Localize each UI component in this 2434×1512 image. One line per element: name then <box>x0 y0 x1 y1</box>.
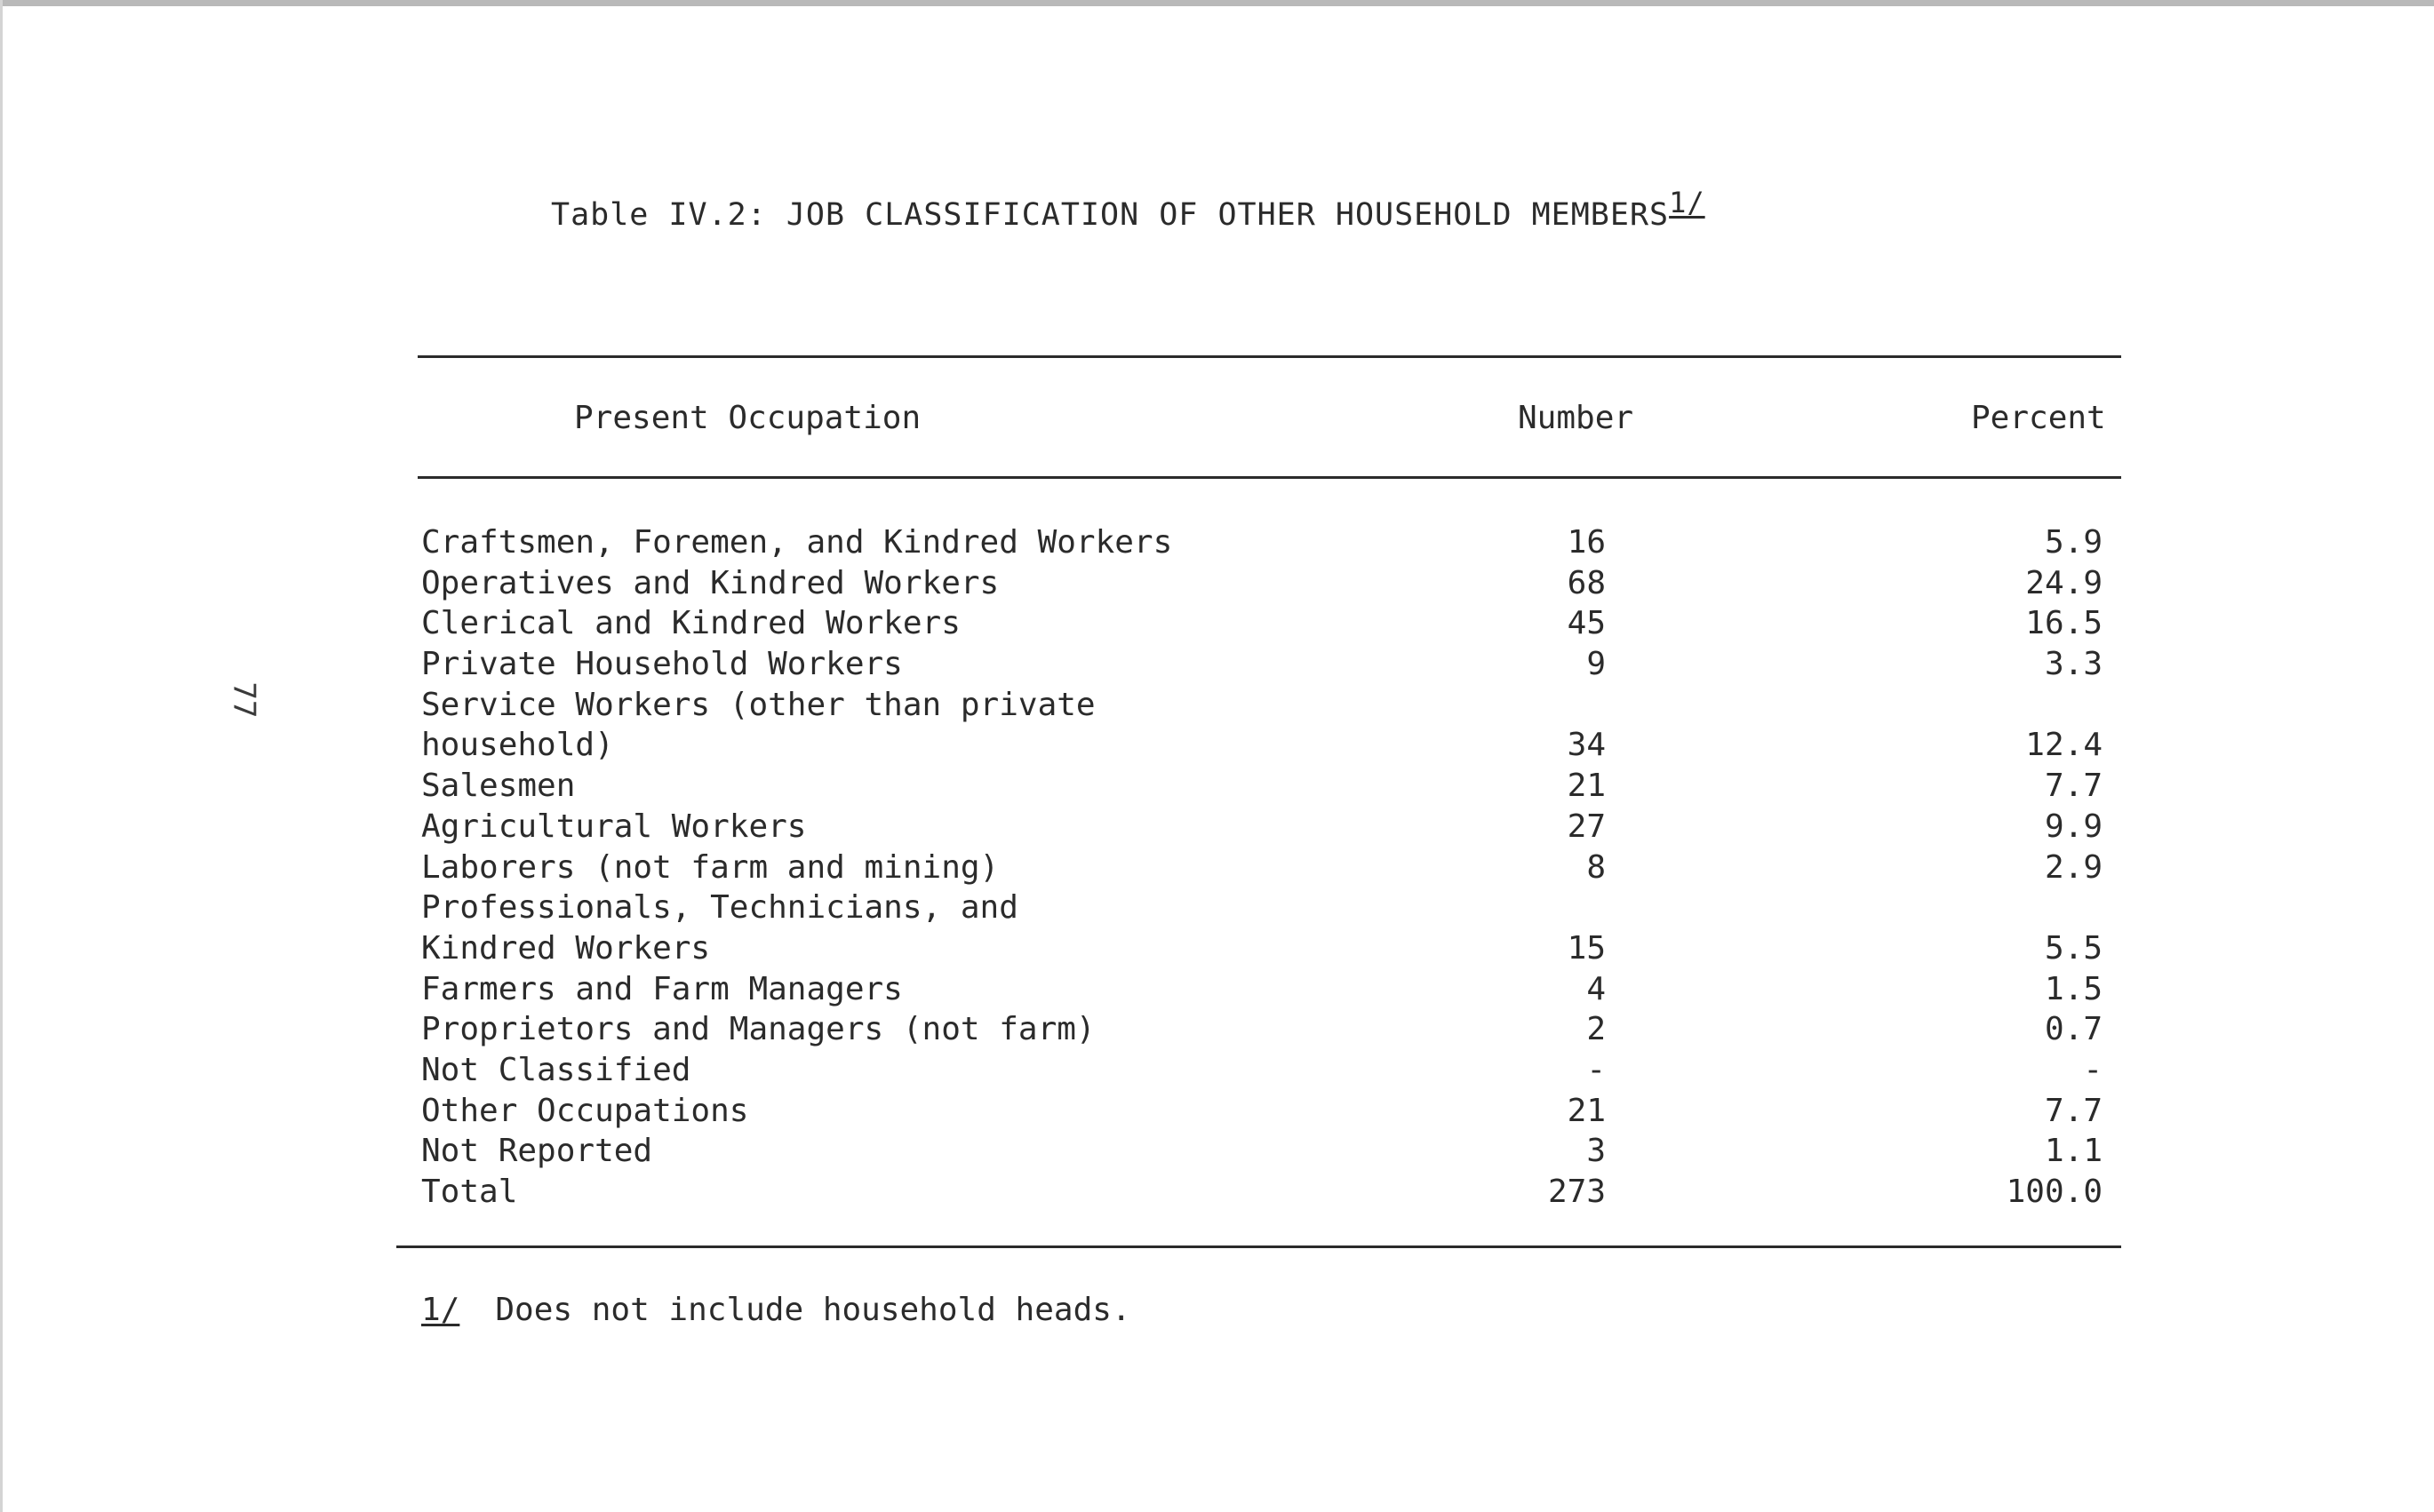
percent-cell: 2.9 <box>2044 848 2103 886</box>
percent-cell: 1.1 <box>2044 1133 2103 1170</box>
occupation-cell: Proprietors and Managers (not farm) <box>421 1011 1096 1048</box>
table-row <box>0 1050 2434 1091</box>
number-cell: 15 <box>1567 929 1606 967</box>
column-header-percent: Percent <box>1971 400 2106 436</box>
percent-cell: 5.5 <box>2044 929 2103 967</box>
table-top-rule <box>418 355 2121 358</box>
page-number: 77 <box>226 681 262 719</box>
table-row <box>0 563 2434 604</box>
percent-cell: 7.7 <box>2044 768 2103 805</box>
table-title <box>551 186 1705 233</box>
scan-top-edge <box>0 0 2434 6</box>
table-row <box>0 807 2434 848</box>
occupation-cell: Salesmen <box>421 768 576 805</box>
footnote-label: 1/ <box>421 1292 460 1328</box>
table-row <box>0 1172 2434 1213</box>
number-cell: 21 <box>1567 1092 1606 1129</box>
occupation-cell: Craftsmen, Foremen, and Kindred Workers <box>421 524 1173 561</box>
table-row <box>0 685 2434 726</box>
table-bottom-rule <box>396 1245 2121 1248</box>
number-cell: - <box>1586 1051 1606 1088</box>
table-row <box>0 1131 2434 1172</box>
column-header-number: Number <box>1518 400 1634 436</box>
number-cell: 2 <box>1586 1011 1606 1048</box>
percent-cell: 3.3 <box>2044 646 2103 683</box>
percent-cell: 24.9 <box>2025 564 2103 601</box>
occupation-cell: Service Workers (other than private <box>421 686 1096 723</box>
table-row <box>0 928 2434 969</box>
table-row <box>0 887 2434 928</box>
number-cell: 4 <box>1586 970 1606 1007</box>
percent-cell: - <box>2083 1051 2103 1088</box>
footnote <box>421 1292 1131 1328</box>
number-cell: 68 <box>1567 564 1606 601</box>
number-cell: 16 <box>1567 524 1606 561</box>
number-cell: 34 <box>1567 727 1606 764</box>
occupation-cell: Professionals, Technicians, and <box>421 889 1018 927</box>
occupation-cell: Total <box>421 1174 518 1210</box>
percent-cell: 16.5 <box>2025 605 2103 642</box>
number-cell: 21 <box>1567 768 1606 805</box>
occupation-cell: Not Classified <box>421 1051 691 1088</box>
column-header-occupation: Present Occupation <box>574 400 922 436</box>
table-row <box>0 969 2434 1010</box>
occupation-cell: Laborers (not farm and mining) <box>421 848 1000 886</box>
number-cell: 3 <box>1586 1133 1606 1170</box>
percent-cell: 5.9 <box>2044 524 2103 561</box>
occupation-cell: Private Household Workers <box>421 646 903 683</box>
number-cell: 8 <box>1586 848 1606 886</box>
occupation-cell: Operatives and Kindred Workers <box>421 564 1000 601</box>
occupation-cell: Other Occupations <box>421 1092 749 1129</box>
table-row <box>0 766 2434 807</box>
percent-cell: 1.5 <box>2044 970 2103 1007</box>
occupation-cell: household) <box>421 727 614 764</box>
occupation-cell: Kindred Workers <box>421 929 711 967</box>
number-cell: 273 <box>1547 1174 1606 1210</box>
number-cell: 45 <box>1567 605 1606 642</box>
number-cell: 9 <box>1586 646 1606 683</box>
occupation-cell: Clerical and Kindred Workers <box>421 605 961 642</box>
table-row <box>0 522 2434 563</box>
table-row <box>0 1091 2434 1132</box>
percent-cell: 7.7 <box>2044 1092 2103 1129</box>
table-row <box>0 848 2434 888</box>
table-title-text: Table IV.2: JOB CLASSIFICATION OF OTHER HOUSEHOLD MEMBERS <box>551 197 1670 233</box>
percent-cell: 12.4 <box>2025 727 2103 764</box>
number-cell: 27 <box>1567 808 1606 845</box>
title-footnote-mark: 1/ <box>1669 186 1705 219</box>
occupation-cell: Not Reported <box>421 1133 653 1170</box>
occupation-cell: Farmers and Farm Managers <box>421 970 903 1007</box>
header-rule <box>418 476 2121 479</box>
percent-cell: 0.7 <box>2044 1011 2103 1048</box>
table-row <box>0 725 2434 766</box>
percent-cell: 9.9 <box>2044 808 2103 845</box>
table-row <box>0 603 2434 644</box>
table-body <box>0 522 2434 1213</box>
table-row <box>0 1009 2434 1050</box>
percent-cell: 100.0 <box>2006 1174 2103 1210</box>
occupation-cell: Agricultural Workers <box>421 808 807 845</box>
footnote-text: Does not include household heads. <box>495 1292 1131 1328</box>
table-row <box>0 644 2434 685</box>
